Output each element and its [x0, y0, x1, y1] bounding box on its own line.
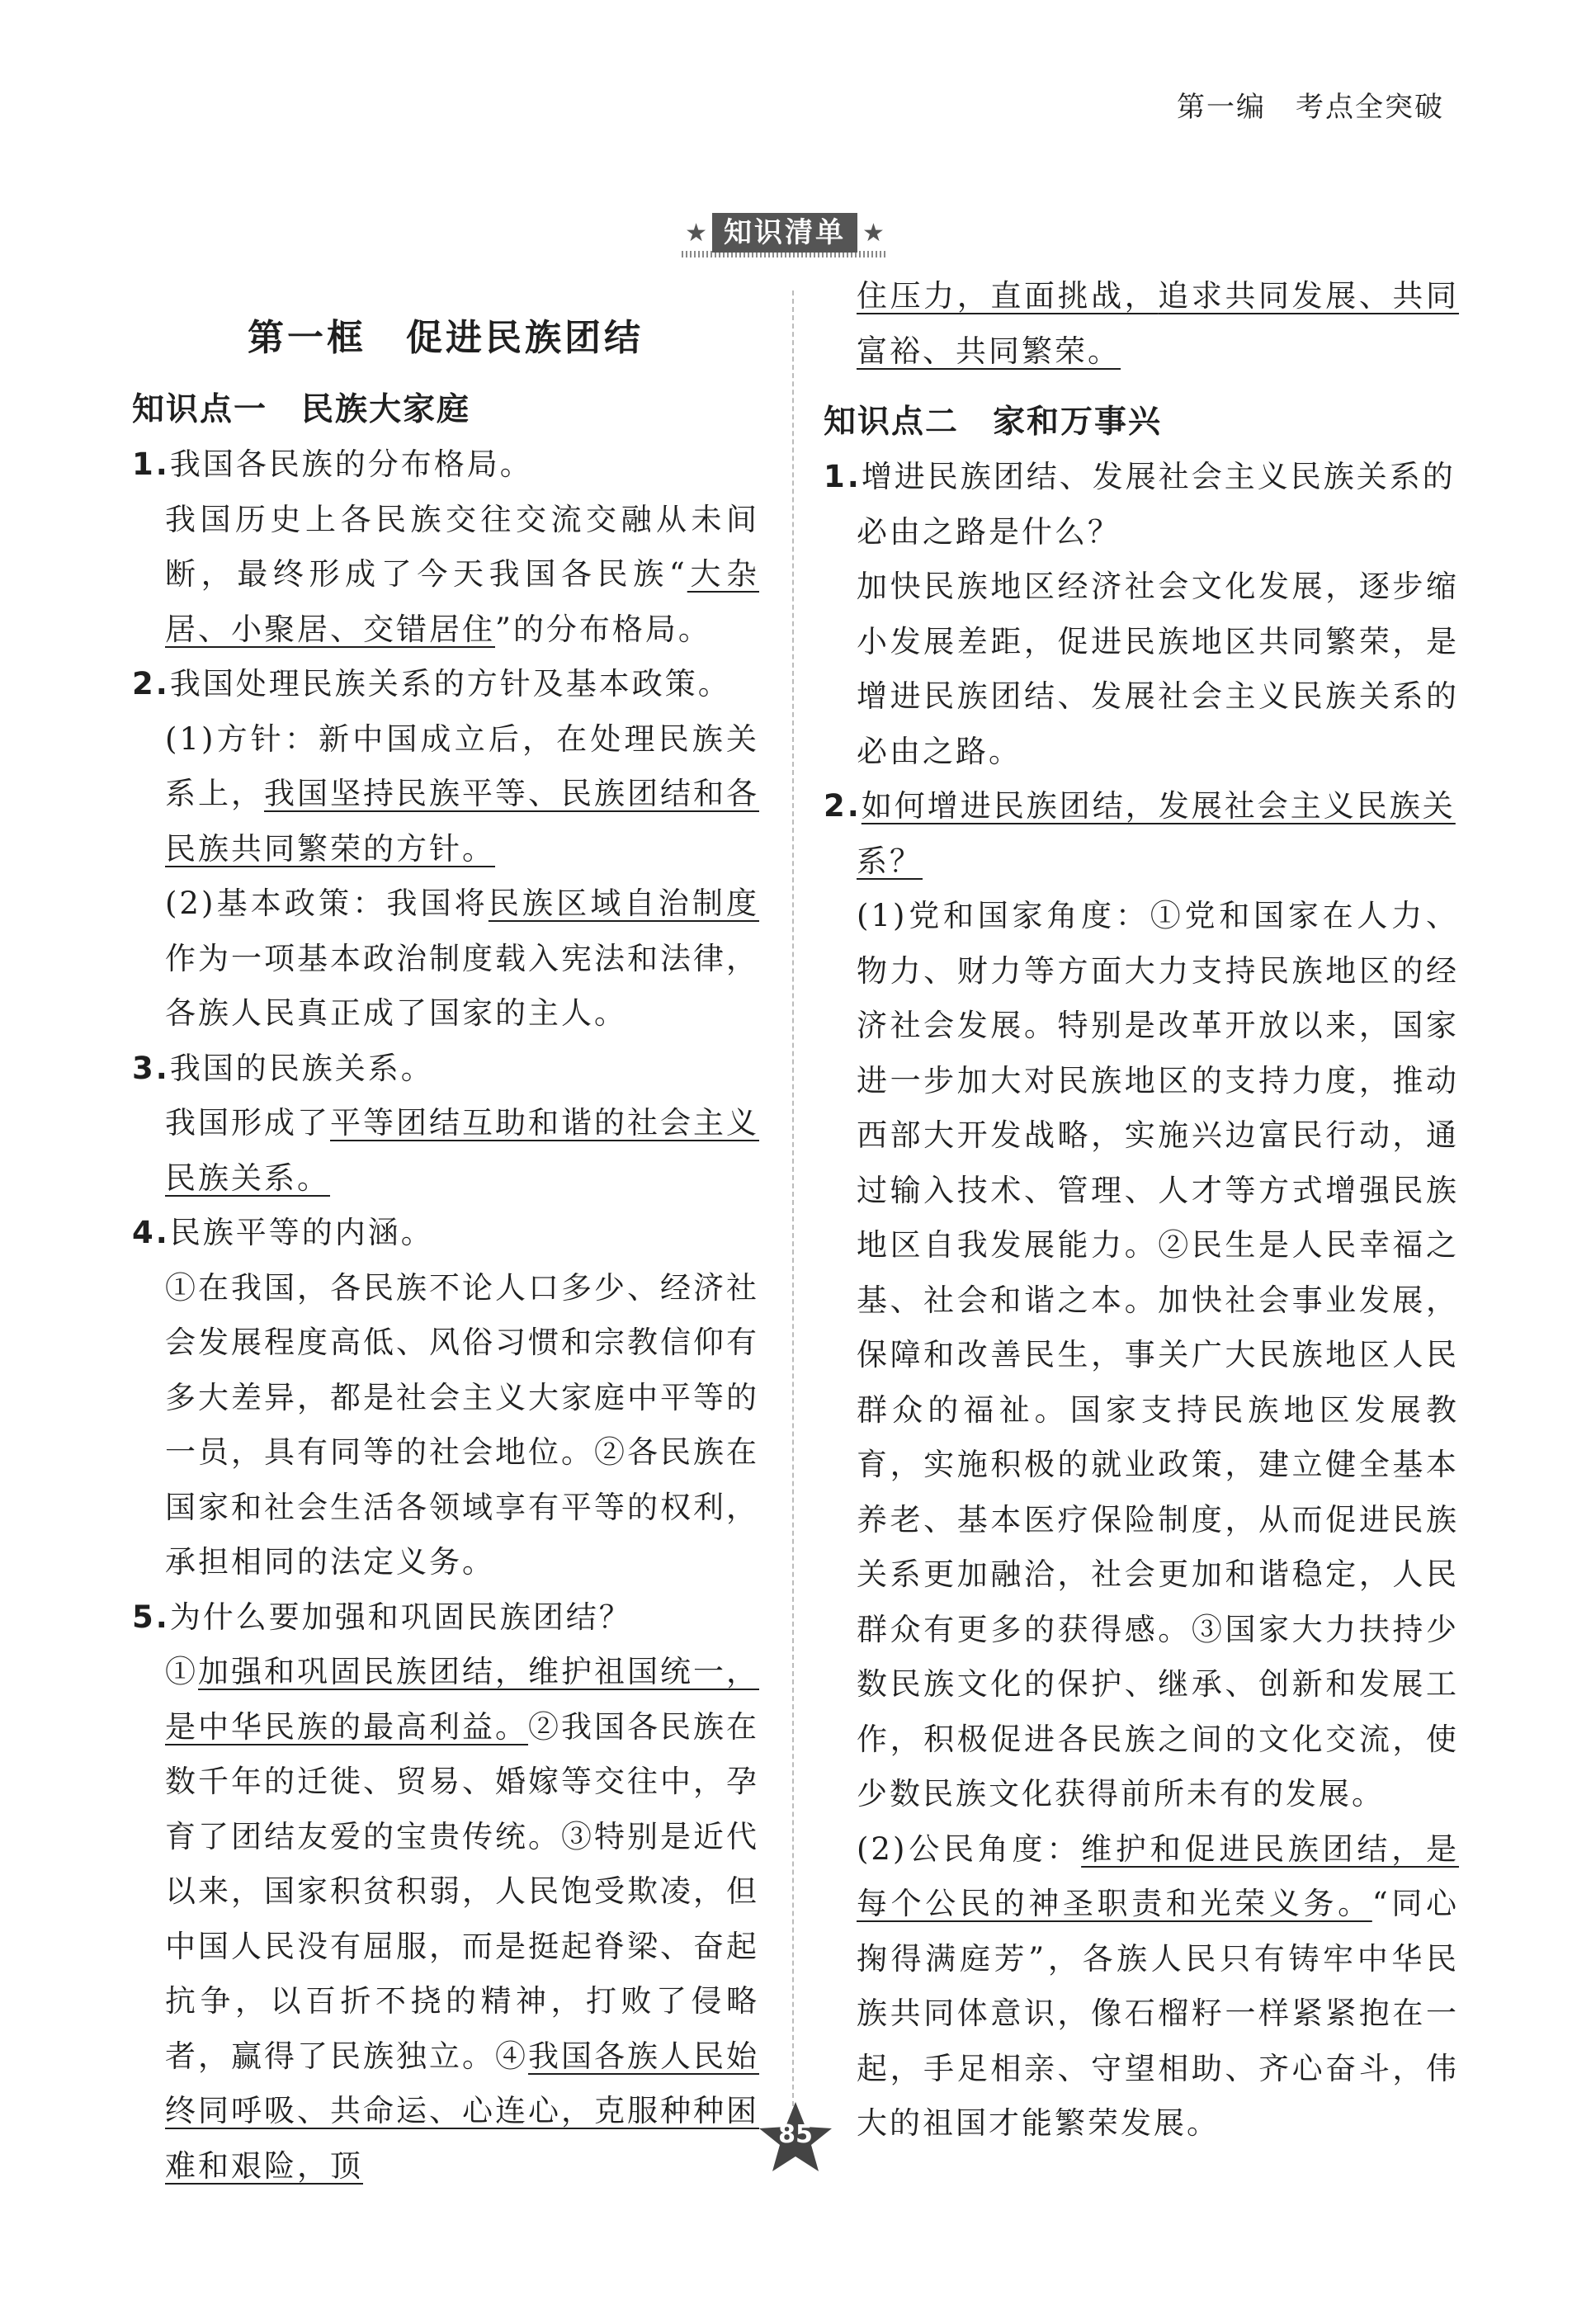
answer-text: [132, 712, 759, 877]
right-column: [824, 269, 1459, 2152]
answer-text: (1)党和国家角度：①党和国家在人力、物力、财力等方面大力支持民族地区的经济社会发展。特别是改革开放以来，国家进一步加大对民族地区的支持力度，推动西部大开发战略，实施兴边富民行动，通过输入技术、管理、人才等方式增强民族地区自我发展能力。②民生是人民幸福之基、社会和谐之本。加快社会事业发展，保障和改善民生，事关广大民族地区人民群众的福祉。国家支持民族地区发展教育，实施积极的就业政策，建立健全基本养老、基本医疗保险制度，从而促进民族关系更加融洽，社会更加和谐稳定，人民群众有更多的获得感。③国家大力扶持少数民族文化的保护、继承、创新和发展工作，积极促进各民族之间的文化交流，使少数民族文化获得前所未有的发展。: [857, 898, 1459, 1811]
answer-span: (2)基本政策：我国将: [165, 886, 489, 921]
question-number: 1.: [824, 459, 862, 494]
page-number: 85: [778, 2120, 813, 2149]
question-item: [132, 1590, 759, 1646]
underlined-key-point: 民族区域自治制度: [488, 886, 760, 921]
star-icon: ★: [862, 218, 885, 248]
answer-text: [132, 1096, 759, 1206]
question-number: 4.: [132, 1215, 170, 1250]
knowledge-point-title: 知识点一 民族大家庭: [132, 391, 471, 428]
frame-title: 第一框 促进民族团结: [248, 317, 644, 359]
answer-text: [824, 1822, 1459, 2152]
running-header: 第一编 考点全突破: [1177, 91, 1444, 124]
underlined-key-point: 我国各族人民始终同呼吸、共命运、心连心，克服种种困难和艰险，顶: [165, 2038, 759, 2184]
answer-text: 加快民族地区经济社会文化发展，逐步缩小发展差距，促进民族地区共同繁荣，是增进民族团结、发展社会主义民族关系的必由之路。: [857, 569, 1459, 769]
answer-text: [132, 493, 759, 658]
question-number: 2.: [132, 666, 170, 701]
question-text: 民族平等的内涵。: [169, 1215, 434, 1250]
underlined-key-point: 维护和促进民族团结，是每个公民的神圣职责和光荣义务。: [857, 1830, 1460, 1921]
question-text: 我国处理民族关系的方针及基本政策。: [169, 666, 731, 701]
answer-span: 我国形成了: [165, 1105, 330, 1141]
question-item: [132, 437, 759, 493]
answer-span: ②我国各民族在数千年的迁徙、贸易、婚嫁等交往中，孕育了团结友爱的宝贵传统。③特别是近代以来，国家积贫积弱，人民饱受欺凌，但中国人民没有屈服，而是挺起脊梁、奋起抗争，以百折不挠的精神，打败了侵略者，赢得了民族独立。④: [165, 1708, 759, 2074]
answer-text: ①在我国，各民族不论人口多少、经济社会发展程度高低、风俗习惯和宗教信仰有多大差异，都是社会主义大家庭中平等的一员，具有同等的社会地位。②各民族在国家和社会生活各领域享有平等的权利，承担相同的法定义务。: [165, 1269, 759, 1580]
answer-span: 我国历史上各民族交往交流交融从未间断，最终形成了今天我国各民族“: [165, 501, 759, 592]
answer-text: [132, 876, 759, 1042]
question-item: [132, 1206, 759, 1261]
underlined-key-point: 平等团结互助和谐的社会主义民族关系。: [165, 1105, 759, 1196]
knowledge-list-banner: [677, 213, 893, 253]
question-text: 我国各民族的分布格局。: [169, 446, 533, 482]
question-text: 如何增进民族团结，发展社会主义民族关系？: [857, 788, 1456, 879]
question-number: 2.: [824, 788, 862, 824]
answer-text: [132, 1645, 759, 2194]
question-number: 5.: [132, 1599, 170, 1635]
question-number: 1.: [132, 446, 170, 482]
underlined-key-point: 追求共同发展、共同富裕、共同繁荣。: [857, 278, 1460, 369]
knowledge-point-title: 知识点二 家和万事兴: [824, 404, 1163, 441]
answer-span: 作为一项基本政治制度载入宪法和法律，各族人民真正成了国家的主人。: [165, 940, 759, 1031]
banner-label: 知识清单: [712, 213, 857, 253]
answer-span: “同心掬得满庭芳”，各族人民只有铸牢中华民族共同体意识，像石榴籽一样紧紧抱在一起，手足相亲、守望相助、齐心奋斗，伟大的祖国才能繁荣发展。: [857, 1886, 1460, 2141]
question-text: 我国的民族关系。: [169, 1050, 434, 1086]
question-number: 3.: [132, 1050, 170, 1086]
left-column: [132, 305, 759, 2194]
column-divider: [792, 290, 794, 2123]
continued-answer: [824, 269, 1459, 379]
question-text: 为什么要加强和巩固民族团结？: [169, 1599, 632, 1635]
underlined-key-point: 加强和巩固民族团结，维护祖国统一，是中华民族的最高利益。: [165, 1654, 759, 1745]
underlined-key-point: 我国坚持民族平等、民族团结和各民族共同繁荣的方针。: [165, 776, 759, 867]
question-item: [132, 657, 759, 712]
star-icon: ★: [685, 218, 707, 248]
answer-span: ”的分布格局。: [495, 611, 711, 647]
underlined-key-point: 大杂居、小聚居、交错居住: [165, 556, 759, 647]
underlined-key-point: 住压力，直面挑战，: [857, 278, 1159, 314]
question-item: [824, 779, 1459, 889]
answer-span: ①: [165, 1654, 198, 1689]
answer-span: (2)公民角度：: [857, 1830, 1082, 1867]
page-number-badge: [757, 2099, 834, 2176]
question-item: [824, 450, 1459, 560]
question-item: [132, 1042, 759, 1097]
question-text: 增进民族团结、发展社会主义民族关系的必由之路是什么？: [857, 459, 1456, 550]
answer-span: (1)方针：新中国成立后，在处理民族关系上，: [165, 720, 759, 811]
